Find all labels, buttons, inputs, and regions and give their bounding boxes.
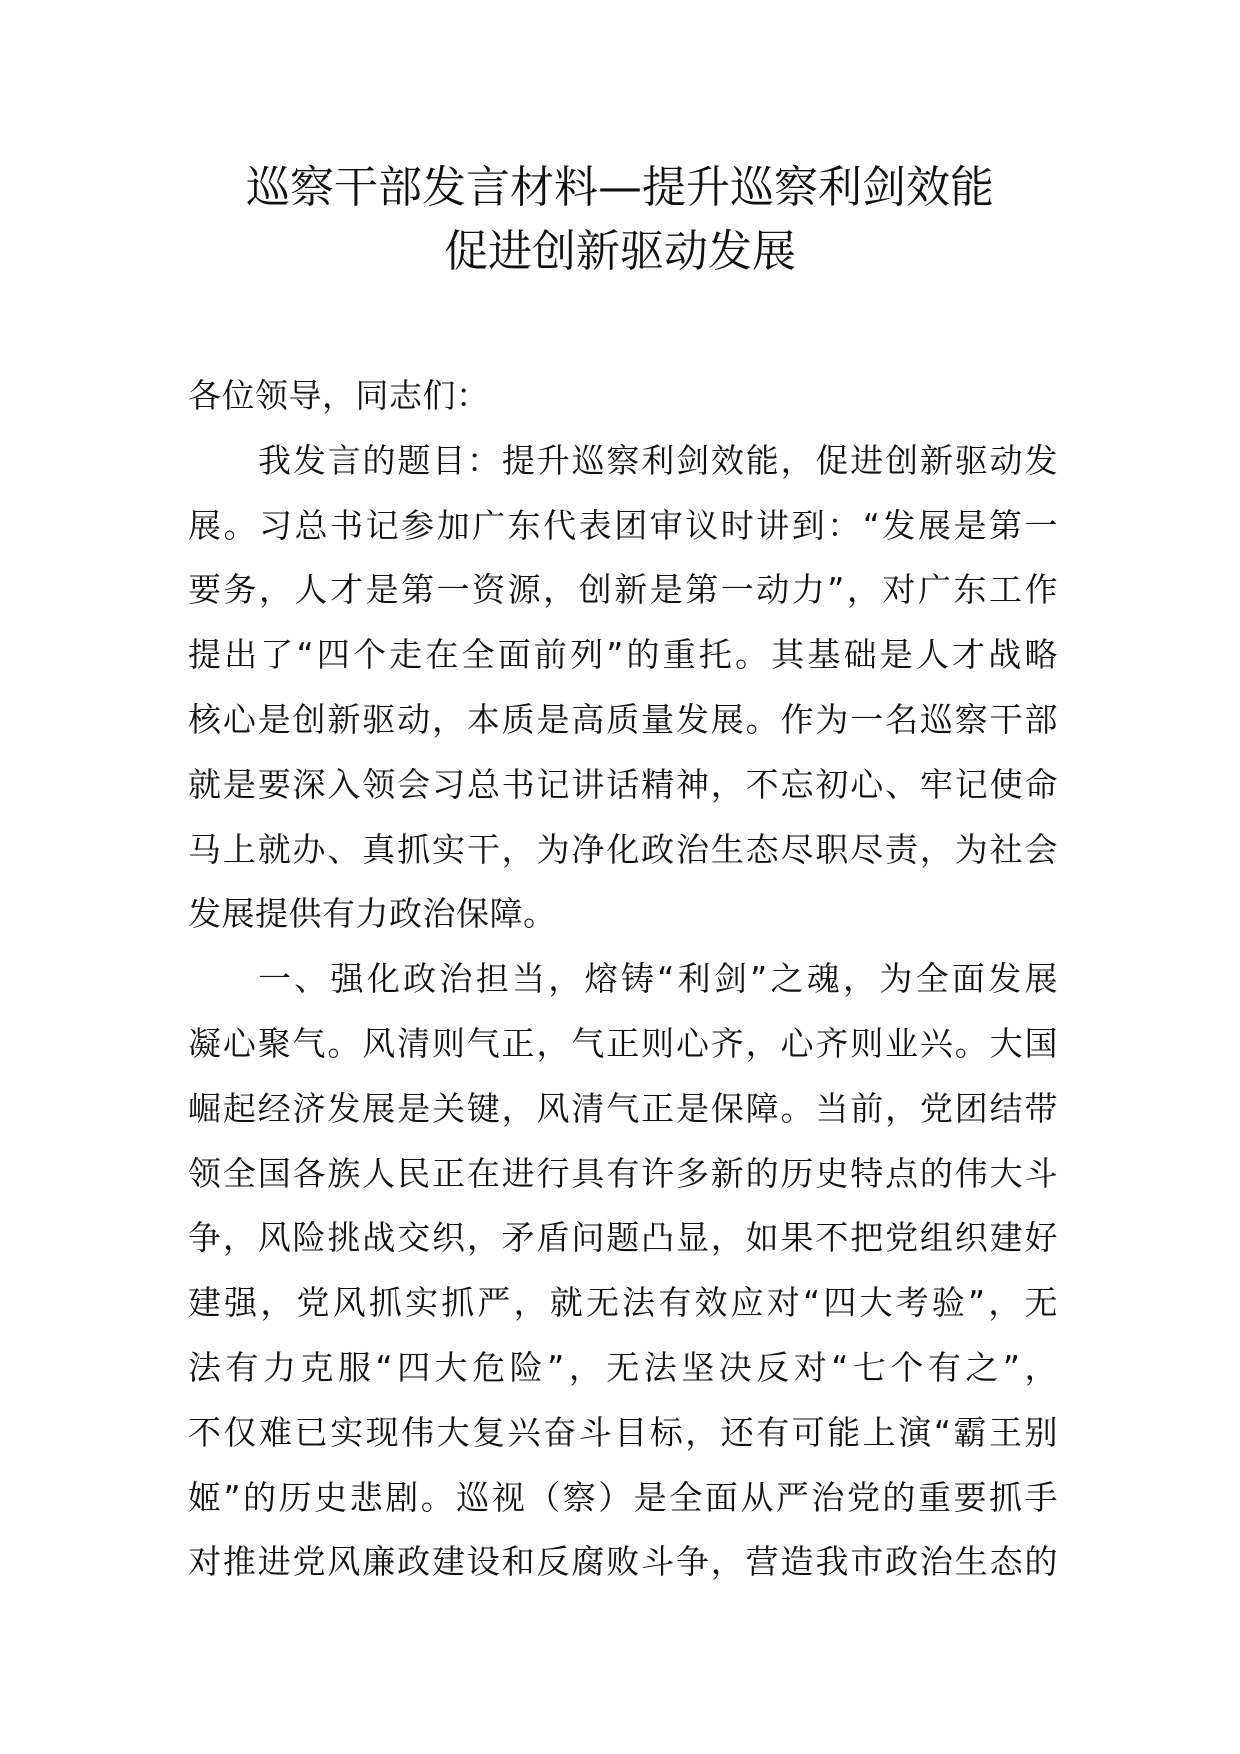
body-line: 提出了“四个走在全面前列”的重托。其基础是人才战略: [188, 635, 1058, 675]
salutation: 各位领导，同志们：: [188, 376, 490, 415]
body-line: 展。习总书记参加广东代表团审议时讲到：“发展是第一: [188, 505, 1058, 545]
body-line: 马上就办、真抓实干，为净化政治生态尽职尽责，为社会: [188, 829, 1058, 869]
section-heading-line: 一、强化政治担当，熔铸“利剑”之魂，为全面发展: [258, 959, 1058, 999]
body-line: 崛起经济发展是关键，风清气正是保障。当前，党团结带: [188, 1088, 1058, 1128]
body-line: 不仅难已实现伟大复兴奋斗目标，还有可能上演“霸王别: [188, 1412, 1058, 1452]
document-title: [150, 156, 1090, 284]
body-line: 姬”的历史悲剧。巡视（察）是全面从严治党的重要抓手: [188, 1477, 1058, 1517]
body-line: 就是要深入领会习总书记讲话精神，不忘初心、牢记使命: [188, 764, 1058, 804]
body-line: 建强，党风抓实抓严，就无法有效应对“四大考验”，无: [188, 1283, 1058, 1323]
title-line-2: 促进创新驱动发展: [444, 226, 796, 277]
body-line: 领全国各族人民正在进行具有许多新的历史特点的伟大斗: [188, 1153, 1058, 1193]
body-line: 争，风险挑战交织，矛盾问题凸显，如果不把党组织建好: [188, 1218, 1058, 1258]
document-body: [188, 364, 1058, 1595]
body-line: 我发言的题目：提升巡察利剑效能，促进创新驱动发: [258, 440, 1058, 480]
title-line-1: 巡察干部发言材料—提升巡察利剑效能: [246, 162, 994, 213]
body-line: 要务，人才是第一资源，创新是第一动力”，对广东工作: [188, 570, 1058, 610]
body-line: 对推进党风廉政建设和反腐败斗争，营造我市政治生态的: [188, 1542, 1058, 1582]
body-line: 法有力克服“四大危险”，无法坚决反对“七个有之”，: [188, 1347, 1058, 1387]
body-line: 凝心聚气。风清则气正，气正则心齐，心齐则业兴。大国: [188, 1023, 1058, 1063]
body-line: 核心是创新驱动，本质是高质量发展。作为一名巡察干部: [188, 699, 1058, 739]
body-line: 发展提供有力政治保障。: [188, 894, 557, 934]
